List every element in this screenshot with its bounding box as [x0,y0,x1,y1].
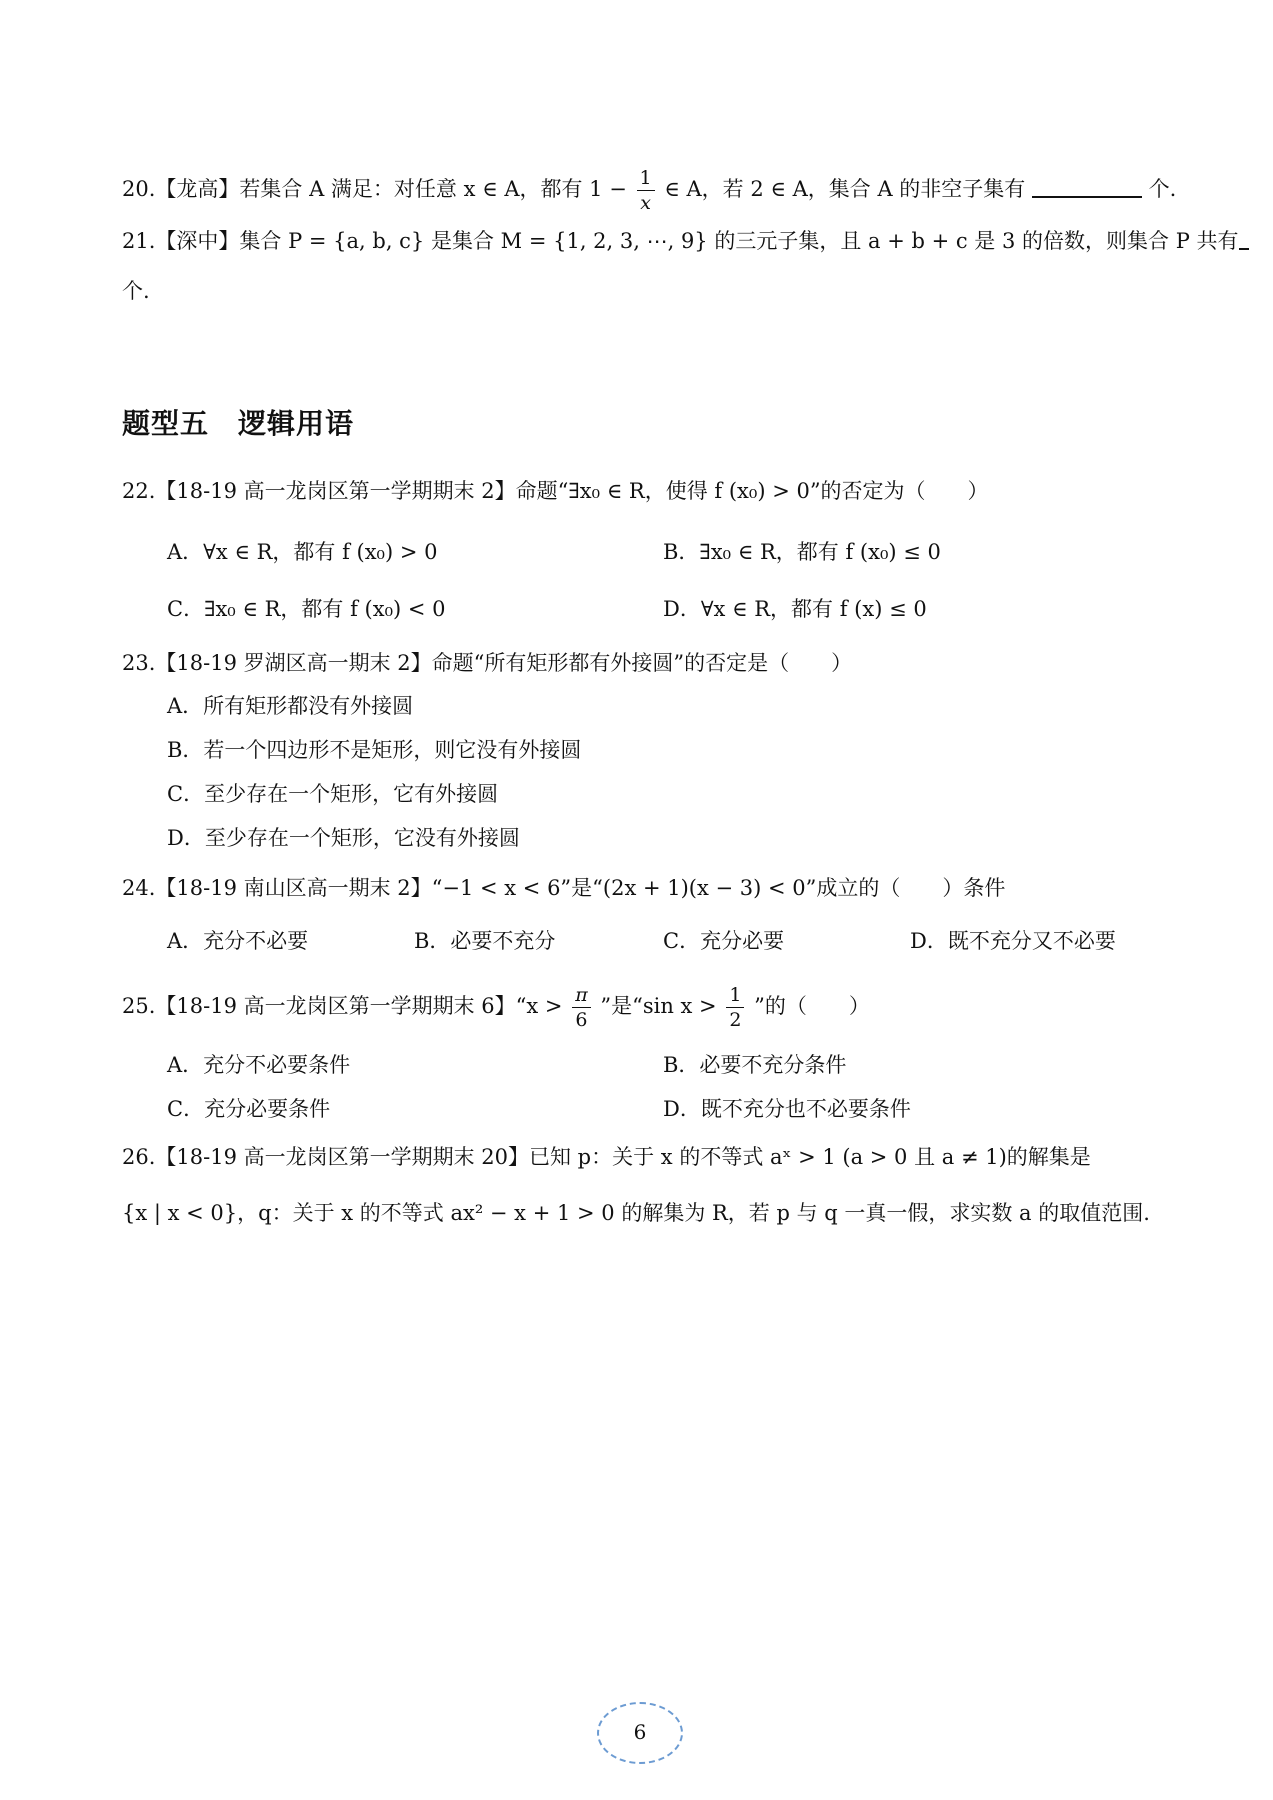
q20-text-part2: ∈ A，若 2 ∈ A，集合 A 的非空子集有 [664,177,1026,201]
answer-blank[interactable] [1032,176,1142,198]
question-26-line1: 26.【18-19 高一龙岗区第一学期期末 20】已知 p：关于 x 的不等式 aˣ > 1 (a > 0 且 a ≠ 1)的解集是 [122,1145,1091,1169]
q21-text: 21.【深中】集合 P = {a, b, c} 是集合 M = {1, 2, 3, ⋯, 9} 的三元子集，且 a + b + c 是 3 的倍数，则集合 P 共有 [122,229,1239,253]
question-23-stem: 23.【18-19 罗湖区高一期末 2】命题“所有矩形都有外接圆”的否定是（ ） [122,651,853,675]
question-24-stem: 24.【18-19 南山区高一期末 2】“−1 < x < 6”是“(2x + 1)(x − 3) < 0”成立的（ ）条件 [122,876,1006,900]
q25-text-part3: ”的（ ） [754,994,870,1018]
q23-option-a[interactable]: A．所有矩形都没有外接圆 [167,694,414,718]
q25-text-part2: ”是“sin x > [600,994,717,1018]
q22-option-d[interactable]: D．∀x ∈ R，都有 f (x) ≤ 0 [663,597,927,621]
q24-option-d[interactable]: D．既不充分又不必要 [910,929,1116,953]
fraction-1-over-x [637,166,655,215]
fraction-numerator: 1 [726,983,744,1008]
q25-option-d[interactable]: D．既不充分也不必要条件 [663,1097,911,1121]
q22-option-a[interactable]: A．∀x ∈ R，都有 f (x₀) > 0 [167,540,438,564]
fraction-denominator: 6 [575,1009,588,1031]
question-21-line2 [122,276,150,306]
fraction-denominator: x [640,192,651,214]
q25-option-c[interactable]: C．充分必要条件 [167,1097,331,1121]
fraction-denominator: 2 [729,1009,742,1031]
q24-option-c[interactable]: C．充分必要 [663,929,785,953]
q21-text-line2: 个. [122,279,150,303]
q20-text-part1: 20.【龙高】若集合 A 满足：对任意 x ∈ A，都有 1 − [122,177,627,201]
section-title: 题型五 逻辑用语 [122,407,355,440]
question-21-line1 [122,226,1249,256]
fraction-numerator: π [572,983,591,1008]
fraction-pi-over-6 [572,983,591,1032]
q23-option-b[interactable]: B．若一个四边形不是矩形，则它没有外接圆 [167,738,582,762]
q25-option-b[interactable]: B．必要不充分条件 [663,1053,847,1077]
q24-option-b[interactable]: B．必要不充分 [414,929,556,953]
q22-option-b[interactable]: B．∃x₀ ∈ R，都有 f (x₀) ≤ 0 [663,540,941,564]
question-25-stem [122,983,870,1032]
q25-text-part1: 25.【18-19 高一龙岗区第一学期期末 6】“x > [122,994,563,1018]
q22-option-c[interactable]: C．∃x₀ ∈ R，都有 f (x₀) < 0 [167,597,446,621]
q25-option-a[interactable]: A．充分不必要条件 [167,1053,351,1077]
q23-option-d[interactable]: D．至少存在一个矩形，它没有外接圆 [167,826,520,850]
fraction-one-half [726,983,744,1032]
fraction-numerator: 1 [637,166,655,191]
q24-option-a[interactable]: A．充分不必要 [167,929,309,953]
q20-text-part3: 个. [1148,177,1177,201]
question-22-stem: 22.【18-19 高一龙岗区第一学期期末 2】命题“∃x₀ ∈ R，使得 f (x₀) > 0”的否定为（ ） [122,479,989,503]
page-number: 6 [597,1702,683,1764]
q23-option-c[interactable]: C．至少存在一个矩形，它有外接圆 [167,782,499,806]
answer-blank[interactable] [1239,228,1249,250]
question-20 [122,166,1176,215]
question-26-line2: {x | x < 0}，q：关于 x 的不等式 ax² − x + 1 > 0 的解集为 R，若 p 与 q 一真一假，求实数 a 的取值范围. [122,1201,1150,1225]
